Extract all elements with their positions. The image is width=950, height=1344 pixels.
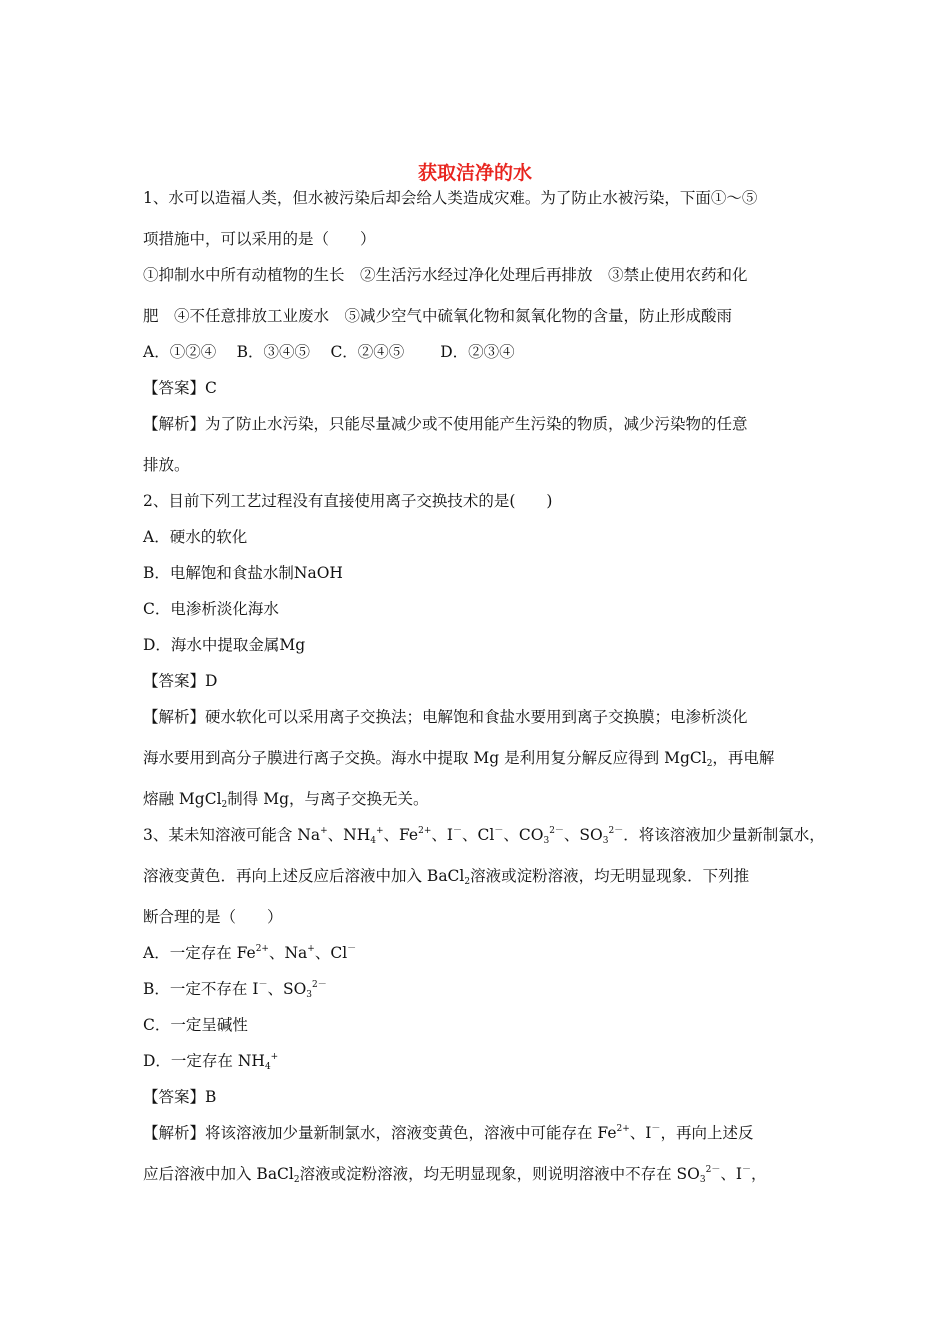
q2-answer: 【答案】D [143, 672, 218, 690]
q3-analysis-line1: 【解析】将该溶液加少量新制氯水，溶液变黄色，溶液中可能存在 $Fe^{2+}$、I－，再向上述反 [143, 1124, 754, 1142]
q1-measures-line2: 肥 ④不任意排放工业废水 ⑤减少空气中硫氧化物和氮氧化物的含量，防止形成酸雨 [143, 307, 733, 325]
q3-option-a: A．一定存在 $Fe^{2+}$、Na+、Cl－ [143, 944, 357, 962]
q2-analysis-line2: 海水要用到高分子膜进行离子交换。海水中提取 Mg 是利用复分解反应得到 MgCl$_2$，再电解 [143, 749, 775, 769]
q3-option-d: D．一定存在 $NH_4^+$ [143, 1052, 279, 1072]
q2-analysis-line1: 【解析】硬水软化可以采用离子交换法；电解饱和食盐水要用到离子交换膜；电渗析淡化 [143, 708, 748, 726]
q1-options: A．①②④ B．③④⑤ C．②④⑤ D．②③④ [143, 343, 515, 361]
q1-stem-line1: 1、水可以造福人类，但水被污染后却会给人类造成灾难。为了防止水被污染，下面①～⑤ [143, 189, 758, 207]
q1-analysis-line1: 【解析】为了防止水污染，只能尽量减少或不使用能产生污染的物质，减少污染物的任意 [143, 415, 748, 433]
q3-stem-line1: 3、某未知溶液可能含 Na+、$NH_4^+$、$Fe^{2+}$、I－、Cl－、$CO_3^{2-}$、$SO_3^{2-}$．将该溶液加少量新制氯水， [143, 826, 825, 846]
q3-stem-line2: 溶液变黄色．再向上述反应后溶液中加入 BaCl$_2$溶液或淀粉溶液，均无明显现象．下列推 [143, 867, 750, 887]
q3-stem-line3: 断合理的是（ ） [143, 908, 283, 926]
q3-analysis-line2: 应后溶液中加入 BaCl$_2$溶液或淀粉溶液，均无明显现象，则说明溶液中不存在 $SO_3^{2-}$、I－， [143, 1165, 767, 1185]
q3-option-b: B．一定不存在 I－、$SO_3^{2-}$ [143, 980, 327, 1000]
q2-option-a: A．硬水的软化 [143, 528, 248, 546]
q3-option-c: C．一定呈碱性 [143, 1016, 248, 1034]
q2-stem: 2、目前下列工艺过程没有直接使用离子交换技术的是( ) [143, 492, 553, 510]
q2-option-c: C．电渗析淡化海水 [143, 600, 279, 618]
q1-answer: 【答案】C [143, 379, 217, 397]
q2-option-d: D．海水中提取金属Mg [143, 636, 306, 654]
q2-option-b: B．电解饱和食盐水制NaOH [143, 564, 343, 582]
q1-stem-line2: 项措施中，可以采用的是（ ） [143, 230, 376, 248]
page-title: 获取洁净的水 [417, 162, 532, 184]
q2-analysis-line3: 熔融 MgCl$_2$制得 Mg，与离子交换无关。 [143, 790, 429, 810]
q3-answer: 【答案】B [143, 1088, 217, 1106]
q1-measures-line1: ①抑制水中所有动植物的生长 ②生活污水经过净化处理后再排放 ③禁止使用农药和化 [143, 266, 748, 284]
q1-analysis-line2: 排放。 [143, 456, 190, 474]
